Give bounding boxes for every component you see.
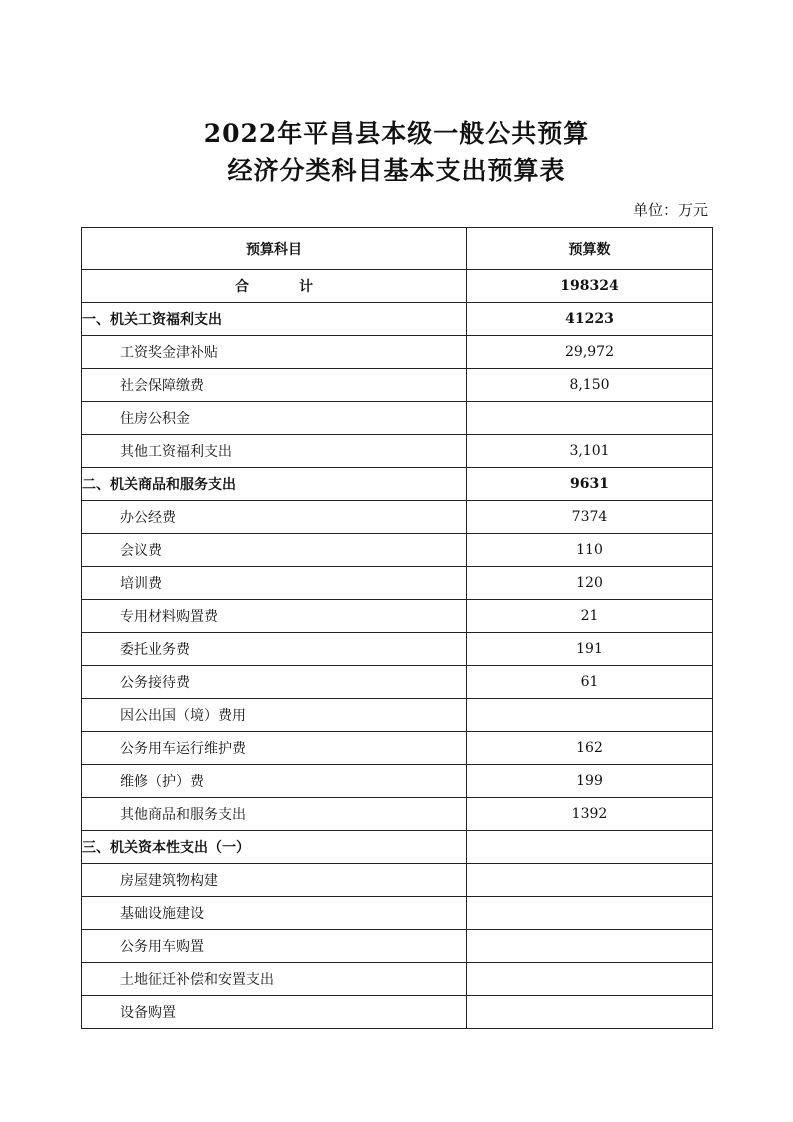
category-row — [82, 303, 713, 336]
total-value: 198324 — [467, 270, 713, 303]
row-value: 8,150 — [467, 369, 713, 402]
row-value: 41223 — [467, 303, 713, 336]
table-header-row — [82, 228, 713, 270]
row-label: 社会保障缴费 — [82, 369, 467, 402]
item-row — [82, 996, 713, 1029]
row-value: 29,972 — [467, 336, 713, 369]
row-label: 专用材料购置费 — [82, 600, 467, 633]
row-value — [467, 930, 713, 963]
row-value — [467, 402, 713, 435]
row-value: 191 — [467, 633, 713, 666]
row-value: 1392 — [467, 798, 713, 831]
row-label: 三、机关资本性支出（一） — [82, 831, 467, 864]
row-value: 61 — [467, 666, 713, 699]
item-row — [82, 732, 713, 765]
item-row — [82, 336, 713, 369]
row-label: 办公经费 — [82, 501, 467, 534]
row-value: 9631 — [467, 468, 713, 501]
item-row — [82, 930, 713, 963]
item-row — [82, 435, 713, 468]
row-value — [467, 831, 713, 864]
row-label: 其他工资福利支出 — [82, 435, 467, 468]
row-label: 委托业务费 — [82, 633, 467, 666]
item-row — [82, 402, 713, 435]
row-label: 因公出国（境）费用 — [82, 699, 467, 732]
row-value: 120 — [467, 567, 713, 600]
row-label: 基础设施建设 — [82, 897, 467, 930]
document-title-line1: 2022年平昌县本级一般公共预算 — [203, 119, 590, 148]
row-label: 维修（护）费 — [82, 765, 467, 798]
row-value — [467, 699, 713, 732]
row-value: 199 — [467, 765, 713, 798]
row-label: 住房公积金 — [82, 402, 467, 435]
item-row — [82, 369, 713, 402]
item-row — [82, 666, 713, 699]
item-row — [82, 897, 713, 930]
row-value — [467, 864, 713, 897]
header-subject: 预算科目 — [82, 228, 467, 270]
total-label — [82, 270, 467, 303]
item-row — [82, 600, 713, 633]
item-row — [82, 699, 713, 732]
row-value: 3,101 — [467, 435, 713, 468]
item-row — [82, 501, 713, 534]
row-value: 21 — [467, 600, 713, 633]
row-value — [467, 996, 713, 1029]
document-title-line2: 经济分类科目基本支出预算表 — [227, 156, 566, 185]
row-label: 其他商品和服务支出 — [82, 798, 467, 831]
item-row — [82, 798, 713, 831]
unit-label: 单位：万元 — [632, 201, 708, 219]
row-label: 房屋建筑物构建 — [82, 864, 467, 897]
row-label: 一、机关工资福利支出 — [82, 303, 467, 336]
row-label: 工资奖金津补贴 — [82, 336, 467, 369]
row-label: 公务用车购置 — [82, 930, 467, 963]
item-row — [82, 567, 713, 600]
row-value — [467, 897, 713, 930]
row-label: 二、机关商品和服务支出 — [82, 468, 467, 501]
item-row — [82, 963, 713, 996]
total-row — [82, 270, 713, 303]
category-row — [82, 831, 713, 864]
row-label: 培训费 — [82, 567, 467, 600]
category-row — [82, 468, 713, 501]
row-label: 土地征迁补偿和安置支出 — [82, 963, 467, 996]
row-value: 7374 — [467, 501, 713, 534]
item-row — [82, 534, 713, 567]
header-amount: 预算数 — [467, 228, 713, 270]
row-label: 会议费 — [82, 534, 467, 567]
item-row — [82, 633, 713, 666]
row-value — [467, 963, 713, 996]
total-label-a: 合 — [235, 279, 249, 295]
row-label: 公务接待费 — [82, 666, 467, 699]
item-row — [82, 864, 713, 897]
budget-table — [81, 227, 713, 1029]
row-value: 162 — [467, 732, 713, 765]
item-row — [82, 765, 713, 798]
row-label: 公务用车运行维护费 — [82, 732, 467, 765]
total-label-b: 计 — [299, 279, 313, 295]
row-label: 设备购置 — [82, 996, 467, 1029]
row-value: 110 — [467, 534, 713, 567]
